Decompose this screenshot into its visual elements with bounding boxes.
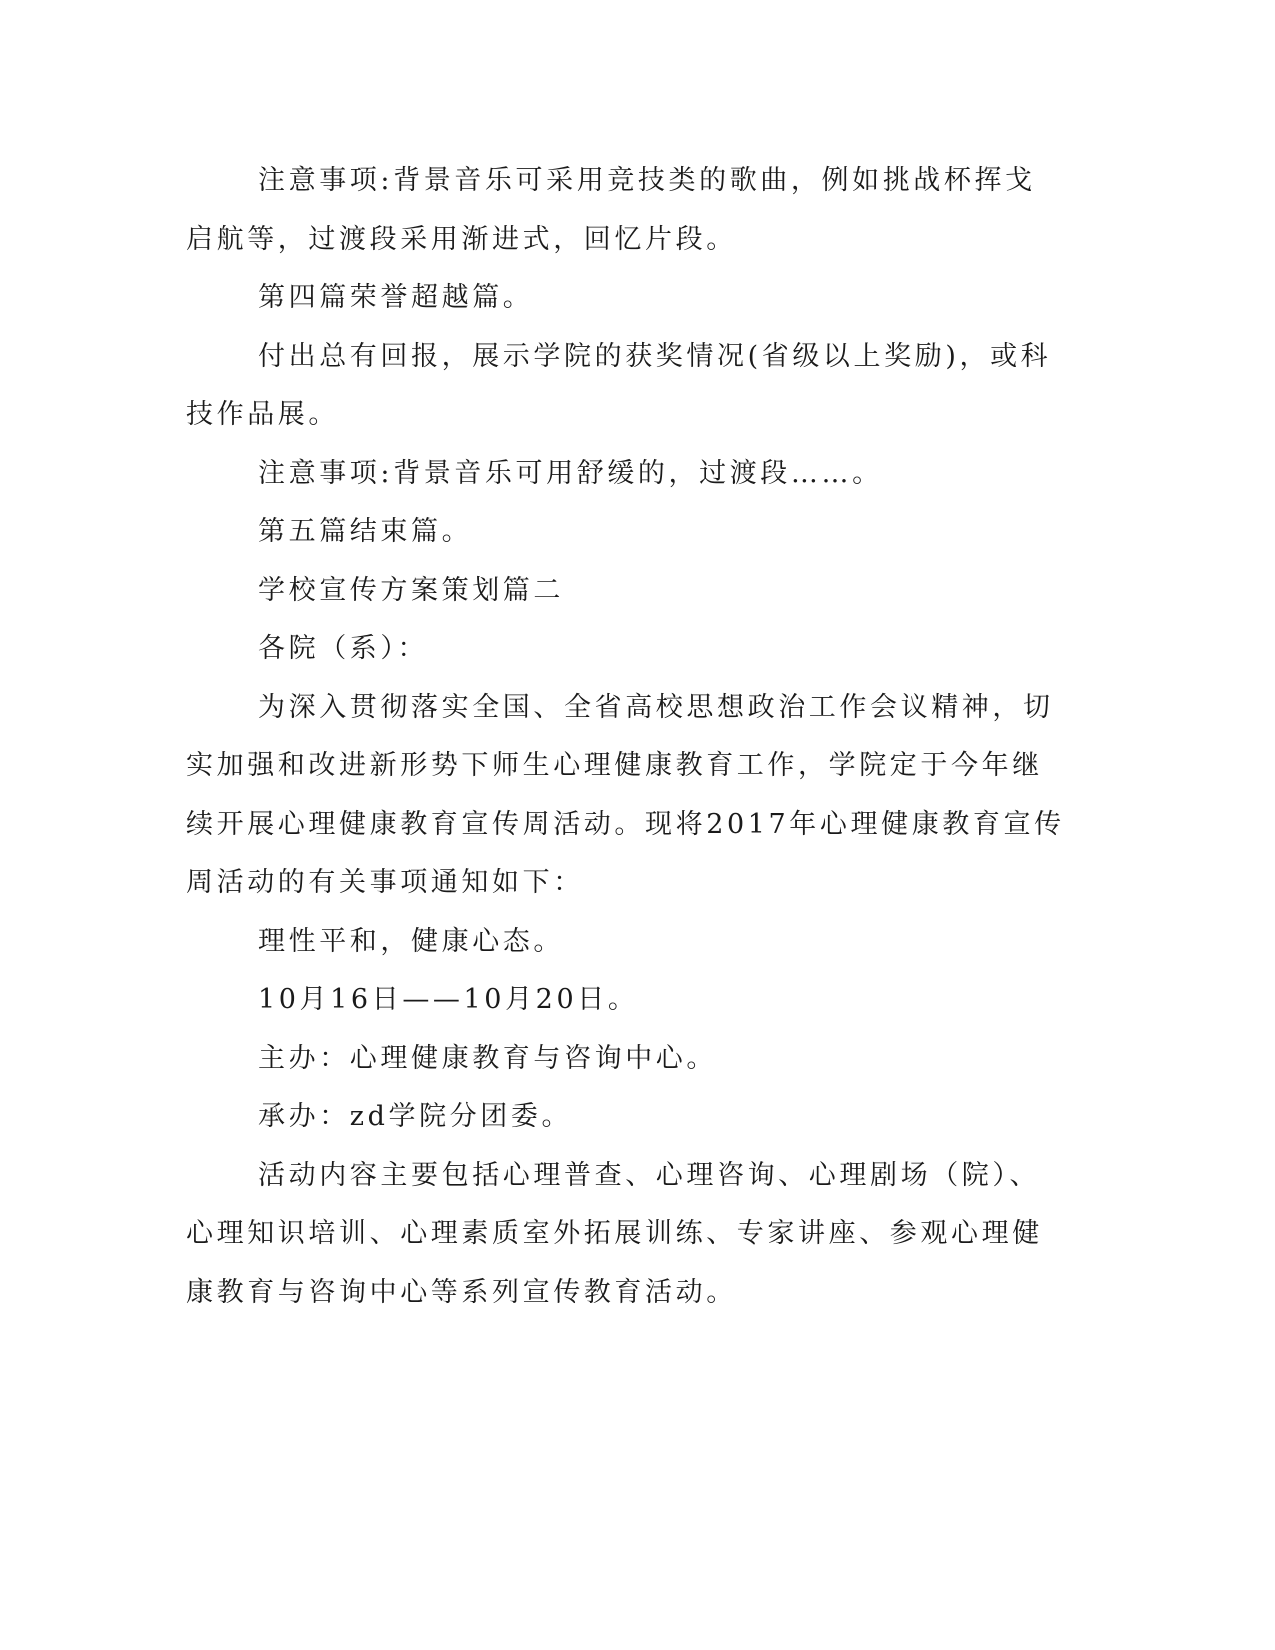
paragraph-section-heading: 学校宣传方案策划篇二: [258, 574, 564, 606]
paragraph-co-organizer: 承办：zd学院分团委。: [258, 1101, 573, 1132]
document-body: [186, 152, 1066, 1322]
paragraph-notes-music-1: 注意事项:背景音乐可采用竞技类的歌曲，例如挑战杯挥戈启航等，过渡段采用渐进式，回忆片段。: [186, 165, 1036, 255]
paragraph-salutation: 各院（系）：: [258, 633, 429, 664]
paragraph-activities: 活动内容主要包括心理普查、心理咨询、心理剧场（院）、心理知识培训、心理素质室外拓展训练、专家讲座、参观心理健康教育与咨询中心等系列宣传教育活动。: [186, 1159, 1043, 1308]
paragraph-organizer: 主办：心理健康教育与咨询中心。: [258, 1042, 717, 1074]
paragraph-notes-music-2: 注意事项:背景音乐可用舒缓的，过渡段……。: [258, 457, 883, 489]
paragraph-theme: 理性平和，健康心态。: [258, 925, 564, 957]
paragraph-intro: 为深入贯彻落实全国、全省高校思想政治工作会议精神，切实加强和改进新形势下师生心理健康教育工作，学院定于今年继续开展心理健康教育宣传周活动。现将2017年心理健康教育宣传周活动的有关事项通知如下：: [186, 691, 1065, 898]
paragraph-dates: 10月16日——10月20日。: [258, 984, 639, 1015]
paragraph-chapter-4-title: 第四篇荣誉超越篇。: [258, 282, 534, 313]
paragraph-chapter-5-title: 第五篇结束篇。: [258, 516, 473, 547]
paragraph-chapter-4-body: 付出总有回报，展示学院的获奖情况(省级以上奖励)，或科技作品展。: [186, 340, 1052, 430]
